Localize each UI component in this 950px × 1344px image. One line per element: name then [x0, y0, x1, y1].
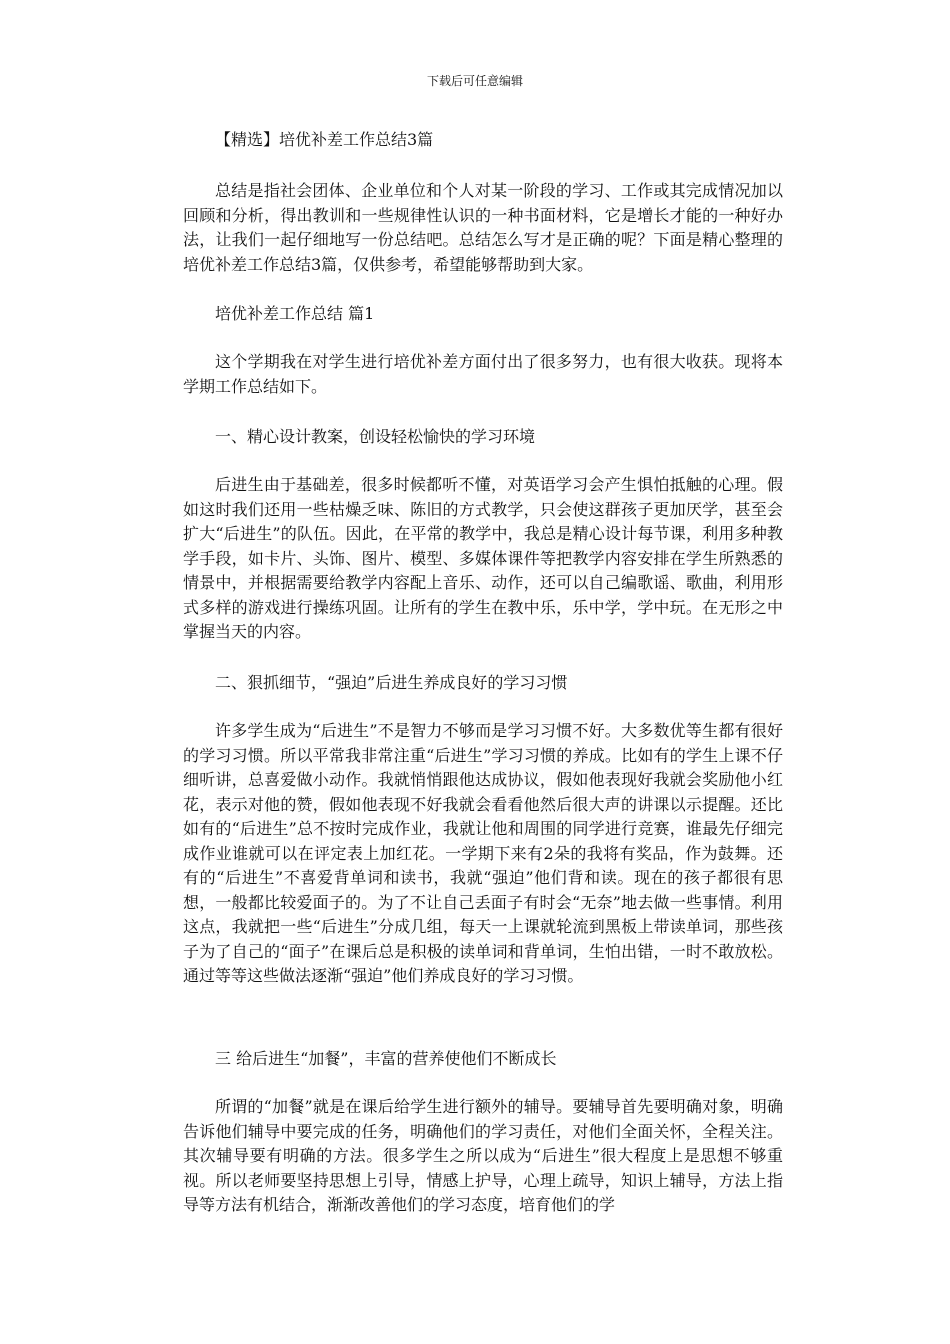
- page-header: 下载后可任意编辑: [426, 74, 523, 88]
- paragraph-2: 后进生由于基础差，很多时候都听不懂，对英语学习会产生惧怕抵触的心理。假如这时我们还用一些枯燥乏味、陈旧的方式教学，只会使这群孩子更加厌学，甚至会扩大“后进生”的队伍。因此，在平常的教学中，我总是精心设计每节课，利用多种教学手段，如卡片、头饰、图片、模型、多媒体课件等把教学内容安排在学生所熟悉的情景中，并根据需要给教学内容配上音乐、动作，还可以自己编歌谣、歌曲，利用形式多样的游戏进行操练巩固。让所有的学生在教中乐，乐中学，学中玩。在无形之中掌握当天的内容。: [183, 475, 783, 641]
- heading-3: 三 给后进生“加餐”，丰富的营养使他们不断成长: [215, 1049, 557, 1068]
- paragraph-3: 许多学生成为“后进生”不是智力不够而是学习习惯不好。大多数优等生都有很好的学习习惯。所以平常我非常注重“后进生”学习习惯的养成。比如有的学生上课不仔细听讲，总喜爱做小动作。我就悄悄跟他达成协议，假如他表现好我就会奖励他小红花，表示对他的赞，假如他表现不好我就会看看他然后很大声的讲课以示提醒。还比如有的“后进生”总不按时完成作业，我就让他和周围的同学进行竞赛，谁最先仔细完成作业谁就可以在评定表上加红花。一学期下来有2朵的我将有奖品，作为鼓舞。还有的“后进生”不喜爱背单词和读书，我就“强迫”他们背和读。现在的孩子都很有思想，一般都比较爱面子的。为了不让自己丢面子有时会“无奈”地去做一些事情。利用这点，我就把一些“后进生”分成几组，每天一上课就轮流到黑板上带读单词，那些孩子为了自己的“面子”在课后总是积极的读单词和背单词，生怕出错，一时不敢放松。通过等等这些做法逐渐“强迫”他们养成良好的学习习惯。: [183, 721, 783, 985]
- heading-1: 一、精心设计教案，创设轻松愉快的学习环境: [215, 427, 536, 446]
- paragraph-1: 这个学期我在对学生进行培优补差方面付出了很多努力，也有很大收获。现将本学期工作总结如下。: [183, 352, 783, 396]
- document-title: 【精选】培优补差工作总结3篇: [215, 130, 434, 149]
- paragraph-4: 所谓的“加餐”就是在课后给学生进行额外的辅导。要辅导首先要明确对象，明确告诉他们辅导中要完成的任务，明确他们的学习责任，对他们全面关怀，全程关注。其次辅导要有明确的方法。很多学生之所以成为“后进生”很大程度上是思想不够重视。所以老师要坚持思想上引导，情感上护导，心理上疏导，知识上辅导，方法上指导等方法有机结合，渐渐改善他们的学习态度，培育他们的学: [183, 1097, 783, 1214]
- intro-paragraph: 总结是指社会团体、企业单位和个人对某一阶段的学习、工作或其完成情况加以回顾和分析，得出教训和一些规律性认识的一种书面材料，它是增长才能的一种好办法，让我们一起仔细地写一份总结吧。总结怎么写才是正确的呢？下面是精心整理的培优补差工作总结3篇，仅供参考，希望能够帮助到大家。: [183, 181, 783, 274]
- section-title: 培优补差工作总结 篇1: [215, 304, 375, 323]
- heading-2: 二、狠抓细节，“强迫”后进生养成良好的学习习惯: [215, 673, 568, 692]
